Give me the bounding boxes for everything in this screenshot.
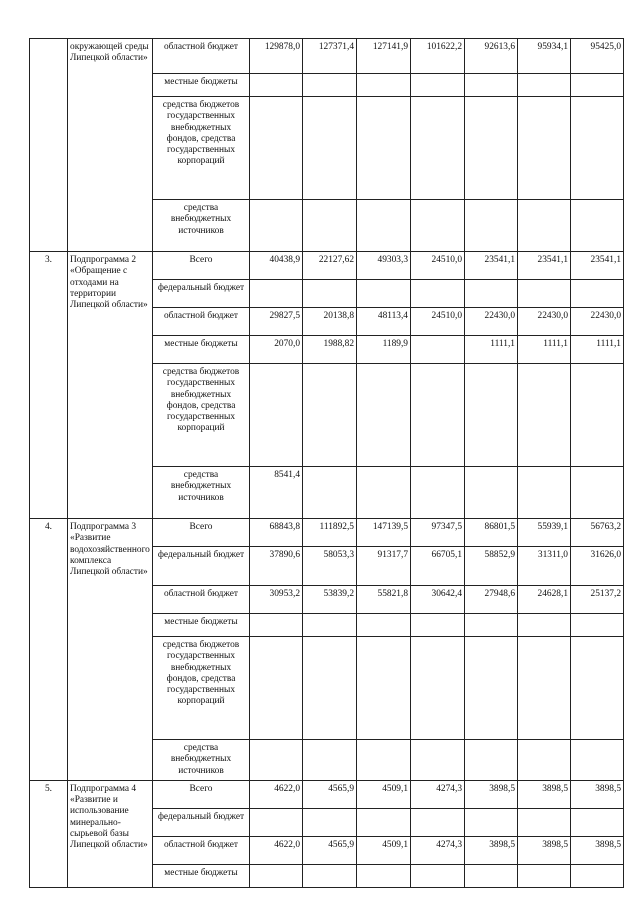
funding-source: местные бюджеты [153,614,250,637]
value-cell [303,864,357,887]
value-cell: 92613,6 [465,39,518,74]
value-cell [303,74,357,97]
value-cell: 30953,2 [250,586,303,614]
value-cell: 111892,5 [303,519,357,547]
funding-source: средства бюджетов государственных внебюджетных фондов, средства государственных корпораций [153,97,250,200]
value-cell [465,467,518,519]
value-cell: 4274,3 [411,780,465,808]
value-cell [465,864,518,887]
value-cell [411,864,465,887]
value-cell [250,280,303,308]
value-cell: 2070,0 [250,336,303,364]
value-cell [465,280,518,308]
value-cell: 127371,4 [303,39,357,74]
funding-source: средства бюджетов государственных внебюджетных фондов, средства государственных корпораций [153,364,250,467]
value-cell: 86801,5 [465,519,518,547]
value-cell [518,864,571,887]
value-cell: 23541,1 [465,252,518,280]
value-cell [518,97,571,200]
value-cell [250,74,303,97]
value-cell: 30642,4 [411,586,465,614]
value-cell: 1189,9 [357,336,411,364]
funding-source: средства внебюджетных источников [153,467,250,519]
value-cell [357,74,411,97]
funding-source: средства внебюджетных источников [153,200,250,252]
funding-source: местные бюджеты [153,74,250,97]
value-cell: 3898,5 [465,780,518,808]
value-cell: 20138,8 [303,308,357,336]
table-row [30,252,624,280]
value-cell: 56763,2 [571,519,624,547]
value-cell [250,740,303,781]
value-cell: 55939,1 [518,519,571,547]
table-row [30,519,624,547]
value-cell [465,637,518,740]
value-cell: 3898,5 [571,780,624,808]
value-cell [411,74,465,97]
value-cell [357,200,411,252]
value-cell [411,808,465,836]
program-name: окружающей среды Липецкой области» [68,39,153,252]
value-cell: 29827,5 [250,308,303,336]
program-name: Подпрограмма 2 «Обращение с отходами на территории Липецкой области» [68,252,153,519]
budget-table [29,38,624,888]
value-cell [571,74,624,97]
value-cell [571,467,624,519]
funding-source: Всего [153,252,250,280]
value-cell [571,280,624,308]
funding-source: федеральный бюджет [153,547,250,586]
value-cell: 1111,1 [571,336,624,364]
value-cell: 23541,1 [518,252,571,280]
value-cell [465,740,518,781]
value-cell [357,280,411,308]
value-cell: 4509,1 [357,780,411,808]
value-cell [411,200,465,252]
value-cell: 53839,2 [303,586,357,614]
table-row [30,780,624,808]
row-number: 5. [30,780,68,887]
funding-source: Всего [153,780,250,808]
value-cell [250,364,303,467]
value-cell [357,364,411,467]
value-cell [250,637,303,740]
value-cell [357,740,411,781]
program-name: Подпрограмма 4 «Развитие и использование минерально-сырьевой базы Липецкой области» [68,780,153,887]
value-cell: 3898,5 [518,780,571,808]
value-cell [357,808,411,836]
value-cell [571,864,624,887]
value-cell: 4274,3 [411,836,465,864]
value-cell: 24628,1 [518,586,571,614]
value-cell: 24510,0 [411,252,465,280]
value-cell [465,74,518,97]
value-cell: 58852,9 [465,547,518,586]
value-cell: 22127,62 [303,252,357,280]
funding-source: Всего [153,519,250,547]
value-cell [250,97,303,200]
value-cell: 4565,9 [303,780,357,808]
funding-source: средства внебюджетных источников [153,740,250,781]
value-cell: 3898,5 [571,836,624,864]
value-cell: 147139,5 [357,519,411,547]
value-cell: 101622,2 [411,39,465,74]
value-cell: 1988,82 [303,336,357,364]
value-cell: 4509,1 [357,836,411,864]
value-cell [411,467,465,519]
value-cell: 31626,0 [571,547,624,586]
funding-source: федеральный бюджет [153,280,250,308]
value-cell [518,467,571,519]
value-cell: 58053,3 [303,547,357,586]
value-cell: 40438,9 [250,252,303,280]
value-cell: 1111,1 [465,336,518,364]
value-cell: 95934,1 [518,39,571,74]
value-cell [411,740,465,781]
value-cell [303,280,357,308]
value-cell: 66705,1 [411,547,465,586]
value-cell [465,808,518,836]
value-cell [411,97,465,200]
value-cell: 1111,1 [518,336,571,364]
value-cell [571,637,624,740]
value-cell: 68843,8 [250,519,303,547]
value-cell [518,280,571,308]
value-cell [250,864,303,887]
funding-source: областной бюджет [153,39,250,74]
value-cell: 22430,0 [465,308,518,336]
funding-source: федеральный бюджет [153,808,250,836]
value-cell [518,200,571,252]
value-cell: 4565,9 [303,836,357,864]
value-cell [303,364,357,467]
value-cell [465,614,518,637]
value-cell: 27948,6 [465,586,518,614]
value-cell [357,864,411,887]
value-cell [411,336,465,364]
program-name: Подпрограмма 3 «Развитие водохозяйственного комплекса Липецкой области» [68,519,153,781]
value-cell [357,467,411,519]
value-cell: 8541,4 [250,467,303,519]
value-cell: 3898,5 [518,836,571,864]
value-cell [518,740,571,781]
funding-source: средства бюджетов государственных внебюджетных фондов, средства государственных корпораций [153,637,250,740]
row-number: 3. [30,252,68,519]
row-number [30,39,68,252]
value-cell: 4622,0 [250,780,303,808]
value-cell [411,364,465,467]
value-cell [518,637,571,740]
value-cell: 22430,0 [571,308,624,336]
value-cell [303,97,357,200]
value-cell [357,637,411,740]
value-cell: 3898,5 [465,836,518,864]
value-cell [303,467,357,519]
value-cell [303,740,357,781]
value-cell [465,364,518,467]
value-cell [465,97,518,200]
value-cell [571,740,624,781]
value-cell: 23541,1 [571,252,624,280]
funding-source: областной бюджет [153,586,250,614]
value-cell: 24510,0 [411,308,465,336]
value-cell [357,614,411,637]
value-cell [250,808,303,836]
value-cell [518,614,571,637]
value-cell [250,614,303,637]
value-cell: 127141,9 [357,39,411,74]
value-cell [303,614,357,637]
value-cell: 37890,6 [250,547,303,586]
value-cell [518,808,571,836]
value-cell [571,97,624,200]
value-cell [303,200,357,252]
value-cell: 97347,5 [411,519,465,547]
value-cell [571,200,624,252]
value-cell [518,364,571,467]
value-cell [518,74,571,97]
value-cell [357,97,411,200]
value-cell [571,614,624,637]
value-cell: 95425,0 [571,39,624,74]
value-cell: 31311,0 [518,547,571,586]
funding-source: областной бюджет [153,308,250,336]
value-cell: 49303,3 [357,252,411,280]
value-cell: 129878,0 [250,39,303,74]
value-cell [250,200,303,252]
value-cell [303,808,357,836]
value-cell: 91317,7 [357,547,411,586]
value-cell: 4622,0 [250,836,303,864]
funding-source: местные бюджеты [153,336,250,364]
value-cell: 48113,4 [357,308,411,336]
value-cell [411,614,465,637]
value-cell: 25137,2 [571,586,624,614]
value-cell [571,364,624,467]
value-cell [411,637,465,740]
funding-source: местные бюджеты [153,864,250,887]
value-cell [411,280,465,308]
funding-source: областной бюджет [153,836,250,864]
value-cell: 55821,8 [357,586,411,614]
value-cell [465,200,518,252]
value-cell: 22430,0 [518,308,571,336]
row-number: 4. [30,519,68,781]
value-cell [303,637,357,740]
table-row [30,39,624,74]
value-cell [571,808,624,836]
